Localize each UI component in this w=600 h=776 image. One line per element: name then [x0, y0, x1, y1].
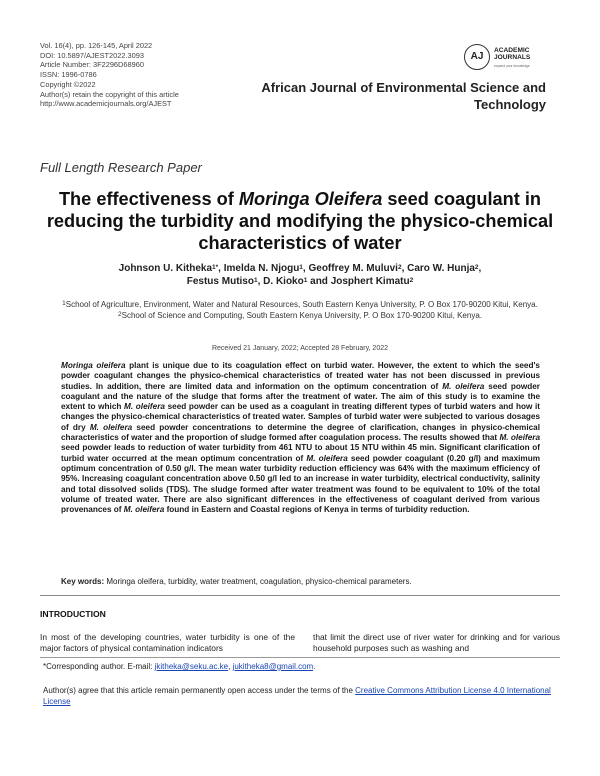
article-metadata — [40, 41, 179, 109]
license-link[interactable]: Creative Commons Attribution License 4.0 International License — [43, 686, 551, 706]
intro-column-left: In most of the developing countries, water turbidity is one of the major factors of physical contamination indicators — [40, 632, 295, 653]
keywords — [61, 577, 540, 586]
email-link-2[interactable]: jukitheka8@gmail.com — [232, 662, 314, 671]
author-name: D. Kioko — [263, 276, 304, 287]
paper-type: Full Length Research Paper — [40, 160, 202, 175]
section-divider — [40, 595, 560, 596]
license-notice: Author(s) agree that this article remain permanently open access under the terms of the Creative Commons Attribution License 4.0 International License — [43, 686, 551, 706]
author-name: Johnson U. Kitheka — [118, 263, 213, 274]
author-affil-sup: 2 — [397, 264, 402, 271]
volume-line: Vol. 16(4), pp. 126-145, April 2022 — [40, 41, 153, 50]
author-list: Johnson U. Kitheka$^{1*}$, Imelda N. Njogu$^1$, Geoffrey M. Muluvi$^2$, Caro W. Hunja$^2$, Festus Mutiso$^1$, D. Kioko$^1$ and Josphert Kimatu$^2$ — [118, 263, 482, 287]
author-affil-sup: 1 — [299, 264, 303, 271]
author-affil-sup: 1 — [253, 277, 258, 284]
author-name: Imelda N. Njogu — [223, 263, 300, 274]
email-link-1[interactable]: jkitheka@seku.ac.ke — [154, 662, 229, 671]
author-affil-sup: 2 — [409, 277, 414, 284]
title-part-1: The effectiveness of — [58, 189, 239, 209]
logo-tagline: expand your knowledge — [494, 64, 530, 68]
intro-column-right: that limit the direct use of river water for drinking and for various household purposes such as washing and — [313, 632, 560, 653]
affiliation-2: $^2$School of Science and Computing, South Eastern Kenya University, P. O Box 170-90200 Kitui, Kenya. — [118, 311, 482, 320]
author-name: Josphert Kimatu — [330, 276, 410, 287]
paper-title — [30, 188, 570, 254]
abstract: Moringa oleifera plant is unique due to its coagulation effect on turbid water. However, the extent to which the seed's powder coagulant changes the physico-chemical characteristics of treated water has not been discussed in previous studies. In addition, there are limited data and information on the optimum concentration of M. oleifera seed powder coagulant and the nature of the sludge that forms after the treatment of water. The aim of this study is to examine the extent to which M. oleifera seed powder can be used as a coagulant in treating different types of turbid waters and how it changes the physico-chemical characteristics of treated water. Samples of turbid water were subjected to various dosages of dry M. oleifera seed powder concentrations to determine the degree of clarification, changes in physico-chemical characteristics of water and the proportion of sludge formed after coagulation process. The results showed that M. oleifera seed powder leads to reduction of water turbidity from 461 NTU to about 15 NTU within 45 min. Significant clarification of turbid water occurred at the mean optimum concentration of M. oleifera seed powder coagulant (0.20 g/l) and maximum optimum concentration of 0.50 g/l. The mean water turbidity reduction efficiency was 64% with the maximum efficiency of 95%. Increasing coagulant concentration above 0.50 g/l led to an increase in water turbidity, electrical conductivity, salinity and total dissolved solids (TDS). The sludge formed after water treatment was found to be equivalent to 10% of the total volume of treated water. There are also significant differences in the effectiveness of coagulant derived from various provenances of M. oleifera found in Eastern and Coastal regions of Kenya in terms of turbidity reduction. — [61, 361, 541, 515]
author-affil-sup: 1* — [212, 264, 219, 271]
received-dates: Received 21 January, 2022; Accepted 28 February, 2022 — [211, 345, 389, 352]
issn-line: ISSN: 1996-0786 — [40, 70, 97, 80]
introduction-heading: INTRODUCTION — [40, 609, 106, 619]
corresponding-author: *Corresponding author. E-mail: jkitheka@seku.ac.ke, jukitheka8@gmail.com. — [43, 662, 316, 671]
journal-url[interactable]: http://www.academicjournals.org/AJEST — [40, 99, 172, 109]
doi-line: DOI: 10.5897/AJEST2022.3093 — [40, 50, 144, 60]
logo-line-2: JOURNALS — [494, 54, 531, 62]
logo-line-1: ACADEMIC — [494, 47, 530, 54]
author-affil-sup: 2 — [474, 264, 479, 271]
author-name: Geoffrey M. Muluvi — [308, 263, 398, 274]
academic-journals-logo — [464, 44, 564, 76]
footnote-divider — [40, 657, 560, 658]
keywords-text: Moringa oleifera, turbidity, water treatment, coagulation, physico-chemical parameters. — [104, 577, 412, 586]
author-affil-sup: 1 — [303, 277, 308, 284]
author-name: Festus Mutiso — [186, 276, 254, 287]
affiliations — [40, 299, 560, 321]
journal-name: African Journal of Environmental Science and Technology — [261, 80, 546, 112]
affiliation-1: $^1$School of Agriculture, Environment, Water and Natural Resources, South Eastern Kenya University, P. O Box 170-90200 Kitui, Kenya. — [62, 300, 538, 309]
keywords-label: Key words: — [61, 577, 105, 586]
copyright-line: Copyright ©2022 — [40, 79, 96, 89]
title-species: Moringa Oleifera — [238, 189, 383, 209]
copyright-retain-line: Author(s) retain the copyright of this article — [40, 89, 179, 99]
logo-wordmark — [494, 47, 530, 62]
aj-logo-icon: AJ — [464, 44, 490, 70]
title-part-2: seed coagulant in reducing the turbidity and modifying the physico-chemical characteristics of water — [46, 189, 554, 253]
author-name: Caro W. Hunja — [407, 263, 475, 274]
article-number-line: Article Number: 3F2296D68960 — [40, 60, 144, 70]
